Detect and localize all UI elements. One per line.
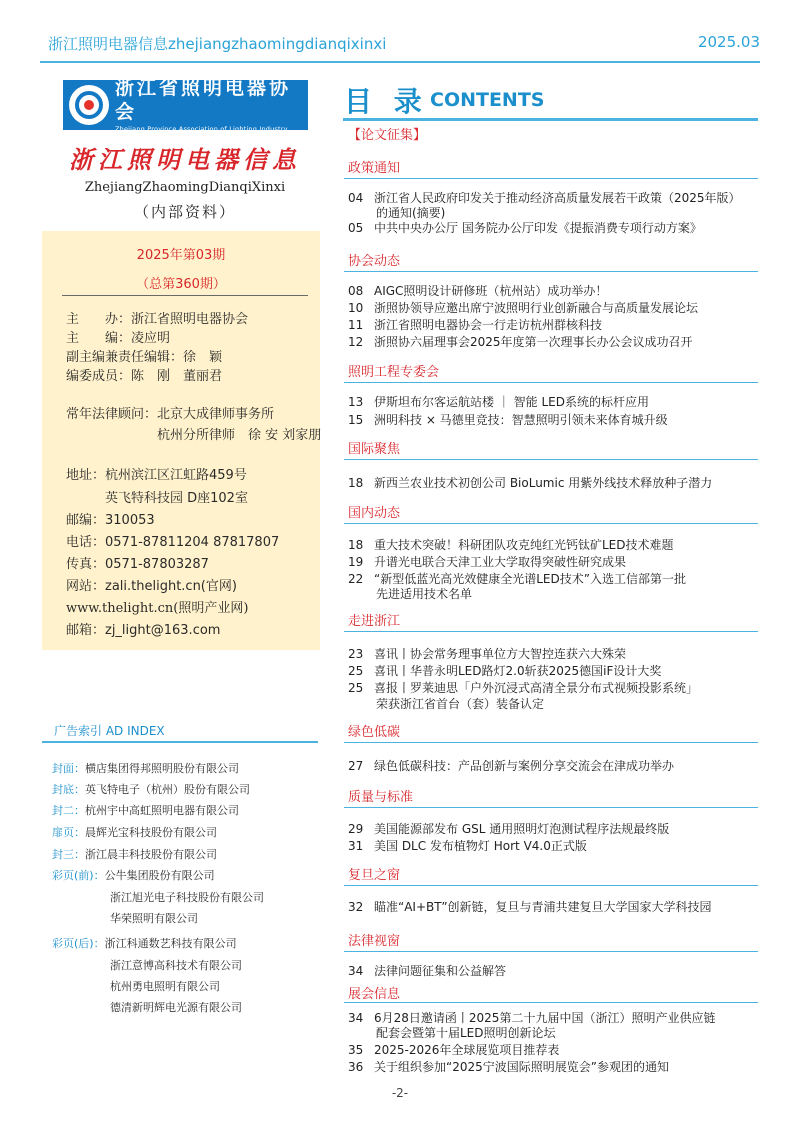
toc-entry-continued[interactable]: 配套会暨第十届LED照明创新论坛 — [376, 1026, 556, 1040]
info-address: 地址：杭州滨江区江虹路459号 — [66, 468, 247, 483]
ad-index-divider — [42, 741, 318, 743]
logo-name-cn: 浙江省照明电器协会 — [115, 77, 292, 123]
toc-divider — [343, 118, 758, 121]
toc-section-title: 复旦之窗 — [348, 868, 401, 883]
info-board: 编委成员：陈 刚 董丽君 — [66, 369, 223, 384]
ad-row: 彩页(后)：浙江科通数艺科技有限公司 — [52, 937, 237, 950]
toc-section-title: 法律视窗 — [348, 934, 401, 949]
issue-total: （总第360期） — [136, 277, 226, 292]
toc-entry[interactable]: 29 美国能源部发布 GSL 通用照明灯泡测试程序法规最终版 — [348, 822, 670, 836]
call-for-papers[interactable]: 【论文征集】 — [348, 128, 427, 143]
ad-row: 封底：英飞特电子（杭州）股份有限公司 — [52, 783, 250, 796]
toc-entry[interactable]: 27 绿色低碳科技：产品创新与案例分享交流会在津成功举办 — [348, 759, 675, 773]
running-header-date: 2025.03 — [697, 33, 760, 51]
info-website-2[interactable]: www.thelight.cn(照明产业网) — [66, 601, 249, 616]
toc-entry[interactable]: 18 新西兰农业技术初创公司 BioLumic 用紫外线技术释放种子潜力 — [348, 476, 713, 490]
publication-info-box — [42, 231, 320, 650]
ad-row: 德清新明辉电光源有限公司 — [110, 1001, 242, 1014]
toc-entry[interactable]: 12 浙照协六届理事会2025年度第一次理事长办公会议成功召开 — [348, 335, 693, 349]
toc-title: 目 录 — [344, 85, 428, 118]
toc-section-title: 协会动态 — [348, 254, 401, 269]
section-divider — [344, 1002, 758, 1003]
toc-entry[interactable]: 15 洲明科技 × 马德里竞技：智慧照明引领未来体育城升级 — [348, 413, 668, 427]
logo-name-en: Zhejiang Province Association of Lighting Industry — [115, 125, 288, 133]
toc-section-title: 走进浙江 — [348, 614, 401, 629]
ad-row: 封面：横店集团得邦照明股份有限公司 — [52, 762, 239, 775]
section-divider — [344, 271, 758, 272]
ad-row: 杭州勇电照明有限公司 — [110, 980, 220, 993]
info-postcode: 邮编：310053 — [66, 513, 155, 528]
toc-entry[interactable]: 34 6月28日邀请函丨2025第二十九届中国（浙江）照明产业供应链 — [348, 1011, 716, 1025]
toc-entry[interactable]: 35 2025-2026年全球展览项目推荐表 — [348, 1043, 560, 1057]
section-divider — [344, 382, 758, 383]
toc-section-title: 国际聚焦 — [348, 442, 401, 457]
info-fax: 传真：0571-87803287 — [66, 557, 209, 572]
issue-number: 2025年第03期 — [136, 248, 226, 263]
toc-entry[interactable]: 19 升谱光电联合天津工业大学取得突破性研究成果 — [348, 555, 627, 569]
toc-entry[interactable]: 08 AIGC照明设计研修班（杭州站）成功举办！ — [348, 284, 608, 298]
ad-row: 扉页：晨辉光宝科技股份有限公司 — [52, 826, 217, 839]
association-emblem-icon — [69, 85, 109, 125]
info-sponsor: 主 办：浙江省照明电器协会 — [66, 312, 249, 327]
info-legal: 常年法律顾问：北京大成律师事务所 — [66, 407, 275, 422]
toc-entry-continued[interactable]: 的通知(摘要) — [376, 206, 446, 220]
section-divider — [344, 178, 758, 179]
magazine-pinyin: ZhejiangZhaomingDianqiXinxi — [84, 180, 286, 195]
toc-entry[interactable]: 32 瞄准“AI+BT”创新链，复旦与青浦共建复旦大学国家大学科技园 — [348, 900, 712, 914]
toc-entry[interactable]: 25 喜讯丨华普永明LED路灯2.0斩获2025德国iF设计大奖 — [348, 664, 662, 678]
ad-row: 封三：浙江晨丰科技股份有限公司 — [52, 848, 217, 861]
section-divider — [344, 807, 758, 808]
toc-entry[interactable]: 25 喜报丨罗莱迪思「户外沉浸式高清全景分布式视频投影系统」 — [348, 681, 699, 695]
toc-entry[interactable]: 23 喜讯丨协会常务理事单位方大智控连获六大殊荣 — [348, 647, 627, 661]
section-divider — [344, 885, 758, 886]
toc-entry[interactable]: 36 关于组织参加“2025宁波国际照明展览会”参观团的通知 — [348, 1060, 669, 1074]
section-divider — [344, 631, 758, 632]
toc-section-title: 政策通知 — [348, 161, 401, 176]
info-legal-lawyers: 杭州分所律师 徐 安 刘家朋 — [66, 428, 322, 443]
toc-entry[interactable]: 05 中共中央办公厅 国务院办公厅印发《提振消费专项行动方案》 — [348, 221, 702, 235]
section-divider — [344, 951, 758, 952]
internal-material-label: （内部资料） — [133, 203, 236, 221]
magazine-title: 浙江照明电器信息 — [69, 145, 301, 174]
ad-row: 华荣照明有限公司 — [110, 912, 198, 925]
info-editor: 主 编：凌应明 — [66, 331, 171, 346]
section-divider — [344, 742, 758, 743]
toc-entry[interactable]: 11 浙江省照明电器协会一行走访杭州群核科技 — [348, 318, 603, 332]
info-email[interactable]: 邮箱：zj_light@163.com — [66, 623, 221, 638]
toc-entry[interactable]: 13 伊斯坦布尔客运航站楼 ｜ 智能 LED系统的标杆应用 — [348, 395, 649, 409]
toc-section-title: 照明工程专委会 — [348, 365, 440, 380]
toc-entry[interactable]: 34 法律问题征集和公益解答 — [348, 964, 507, 978]
toc-title-en: CONTENTS — [430, 89, 545, 111]
ad-row: 封二：杭州宇中高虹照明电器有限公司 — [52, 804, 239, 817]
toc-entry-continued[interactable]: 先进适用技术名单 — [376, 587, 473, 601]
info-phone: 电话：0571-87811204 87817807 — [66, 535, 280, 550]
toc-entry[interactable]: 18 重大技术突破！科研团队攻克纯红光钙钛矿LED技术难题 — [348, 538, 674, 552]
section-divider — [344, 459, 758, 460]
page-number: -2- — [391, 1086, 409, 1100]
toc-entry[interactable]: 22 “新型低蓝光高光效健康全光谱LED技术”入选工信部第一批 — [348, 572, 686, 586]
info-deputy-editor: 副主编兼责任编辑：徐 颖 — [66, 350, 223, 365]
ad-row: 浙江旭光电子科技股份有限公司 — [110, 891, 264, 904]
toc-section-title: 展会信息 — [348, 987, 401, 1002]
toc-entry[interactable]: 31 美国 DLC 发布植物灯 Hort V4.0正式版 — [348, 839, 587, 853]
toc-entry[interactable]: 04 浙江省人民政府印发关于推动经济高质量发展若干政策（2025年版） — [348, 191, 741, 205]
ad-row: 彩页(前)：公牛集团股份有限公司 — [52, 869, 215, 882]
toc-entry[interactable]: 10 浙照协领导应邀出席宁波照明行业创新融合与高质量发展论坛 — [348, 301, 699, 315]
toc-section-title: 国内动态 — [348, 506, 401, 521]
toc-entry-continued[interactable]: 荣获浙江省首台（套）装备认定 — [376, 697, 545, 711]
ad-index-title: 广告索引 AD INDEX — [54, 724, 165, 738]
info-divider — [62, 295, 308, 296]
association-logo — [63, 77, 308, 133]
header-divider — [40, 61, 760, 63]
ad-row: 浙江意博高科技术有限公司 — [110, 959, 242, 972]
running-header-title: 浙江照明电器信息zhejiangzhaomingdianqixinxi — [48, 35, 387, 53]
info-address-2: 英飞特科技园 D座102室 — [66, 491, 248, 506]
info-website[interactable]: 网站：zali.thelight.cn(官网) — [66, 579, 237, 594]
toc-section-title: 绿色低碳 — [348, 725, 401, 740]
section-divider — [344, 523, 758, 524]
toc-section-title: 质量与标准 — [348, 790, 414, 805]
